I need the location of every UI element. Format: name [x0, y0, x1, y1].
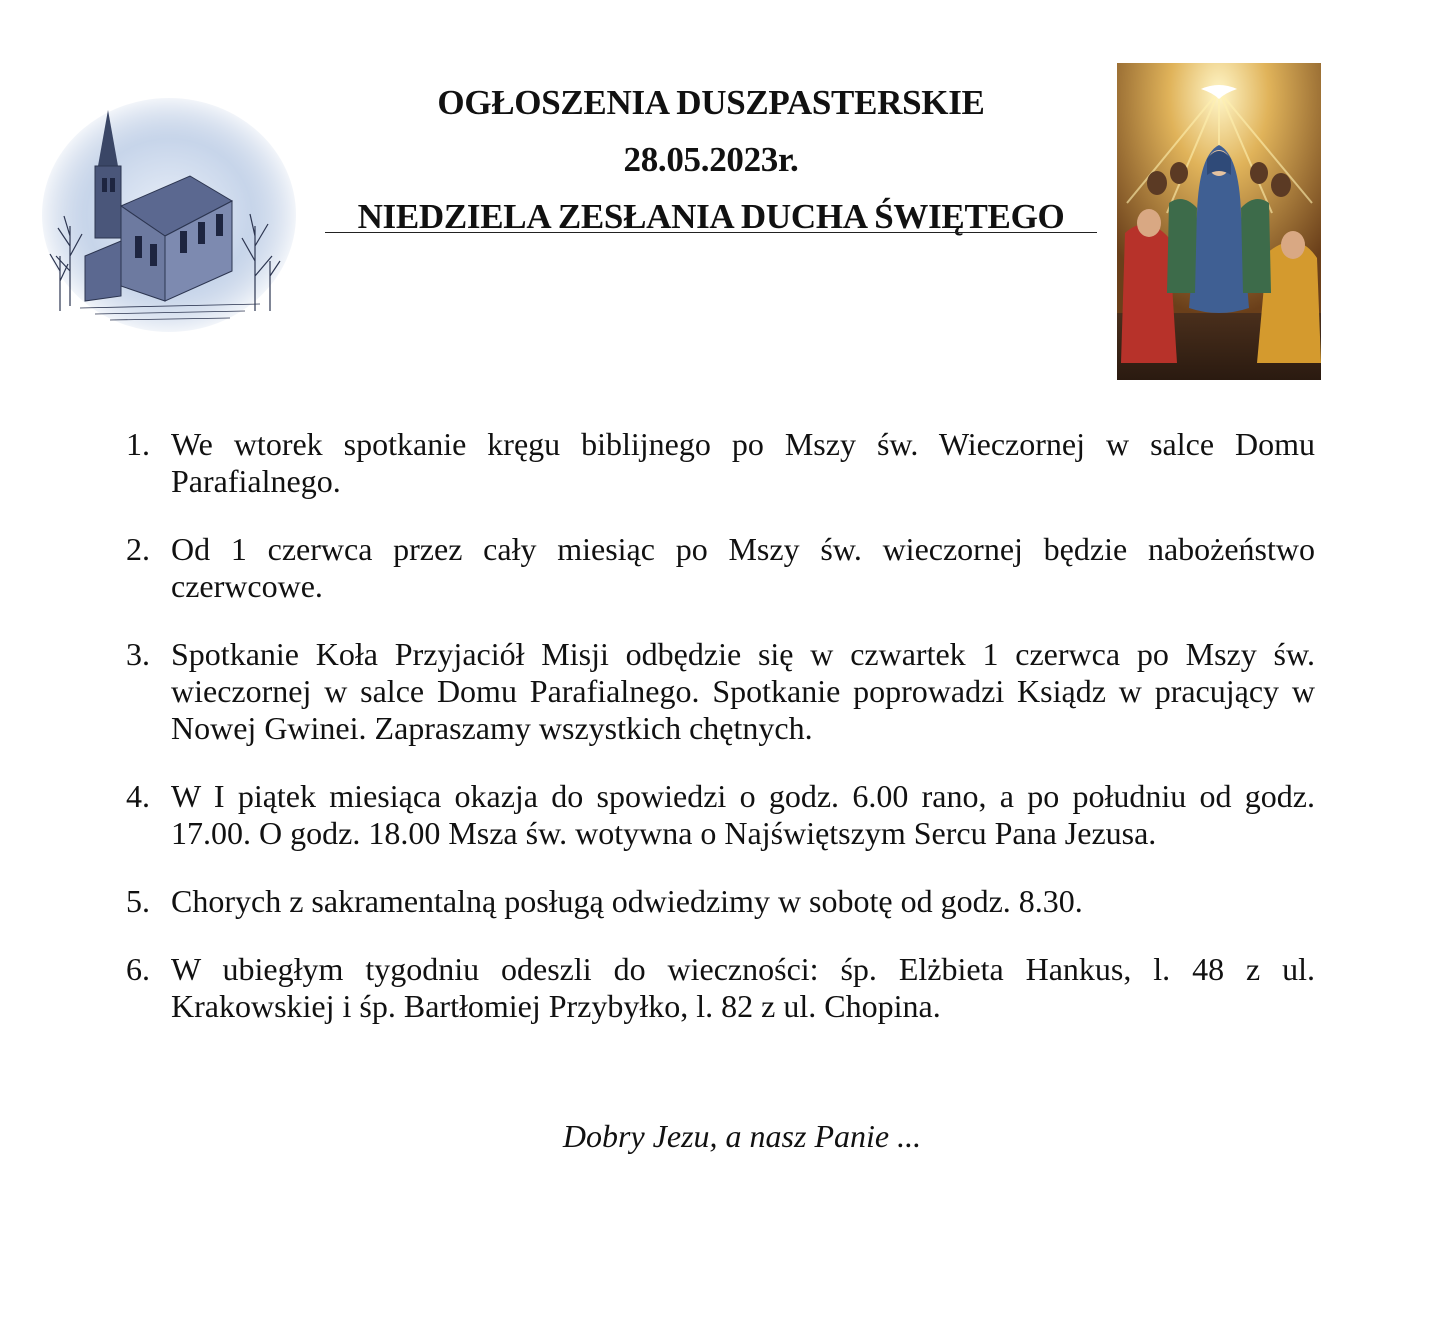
- item-text: W I piątek miesiąca okazja do spowiedzi o godz. 6.00 rano, a po południu od godz. 17.00. O godz. 18.00 Msza św. wotywna o Najświętszym Sercu Pana Jezusa.: [171, 778, 1315, 851]
- item-number: 6.: [126, 951, 150, 987]
- header-divider: [325, 232, 1097, 233]
- page-title: OGŁOSZENIA DUSZPASTERSKIE: [437, 83, 985, 122]
- item-text: W ubiegłym tygodniu odeszli do wieczności: śp. Elżbieta Hankus, l. 48 z ul. Krakowskiej i śp. Bartłomiej Przybyłko, l. 82 z ul. Chopina.: [171, 951, 1315, 1024]
- list-item: [120, 531, 1315, 605]
- list-item: [120, 951, 1315, 1025]
- item-number: 3.: [126, 636, 150, 672]
- item-number: 5.: [126, 883, 150, 919]
- list-item: [120, 778, 1315, 852]
- list-item: [120, 636, 1315, 747]
- pentecost-image: [1117, 63, 1321, 380]
- item-text: We wtorek spotkanie kręgu biblijnego po Mszy św. Wieczornej w salce Domu Parafialnego.: [171, 426, 1315, 499]
- item-number: 4.: [126, 778, 150, 814]
- item-text: Od 1 czerwca przez cały miesiąc po Mszy św. wieczornej będzie nabożeństwo czerwcowe.: [171, 531, 1315, 604]
- item-text: Chorych z sakramentalną posługą odwiedzimy w sobotę od godz. 8.30.: [171, 883, 1083, 919]
- item-text: Spotkanie Koła Przyjaciół Misji odbędzie się w czwartek 1 czerwca po Mszy św. wieczornej w salce Domu Parafialnego. Spotkanie poprowadzi Ksiądz w pracujący w Nowej Gwinei. Zapraszamy wszystkich chętnych.: [171, 636, 1315, 746]
- occasion-title: NIEDZIELA ZESŁANIA DUCHA ŚWIĘTEGO: [357, 197, 1065, 236]
- announcement-header: [325, 74, 1097, 245]
- church-logo: [40, 96, 298, 334]
- item-number: 2.: [126, 531, 150, 567]
- announcement-date: 28.05.2023r.: [623, 140, 799, 179]
- item-number: 1.: [126, 426, 150, 462]
- list-item: [120, 426, 1315, 500]
- announcements-list: [120, 426, 1315, 1056]
- closing-prayer: Dobry Jezu, a nasz Panie ...: [562, 1118, 922, 1154]
- list-item: [120, 883, 1315, 920]
